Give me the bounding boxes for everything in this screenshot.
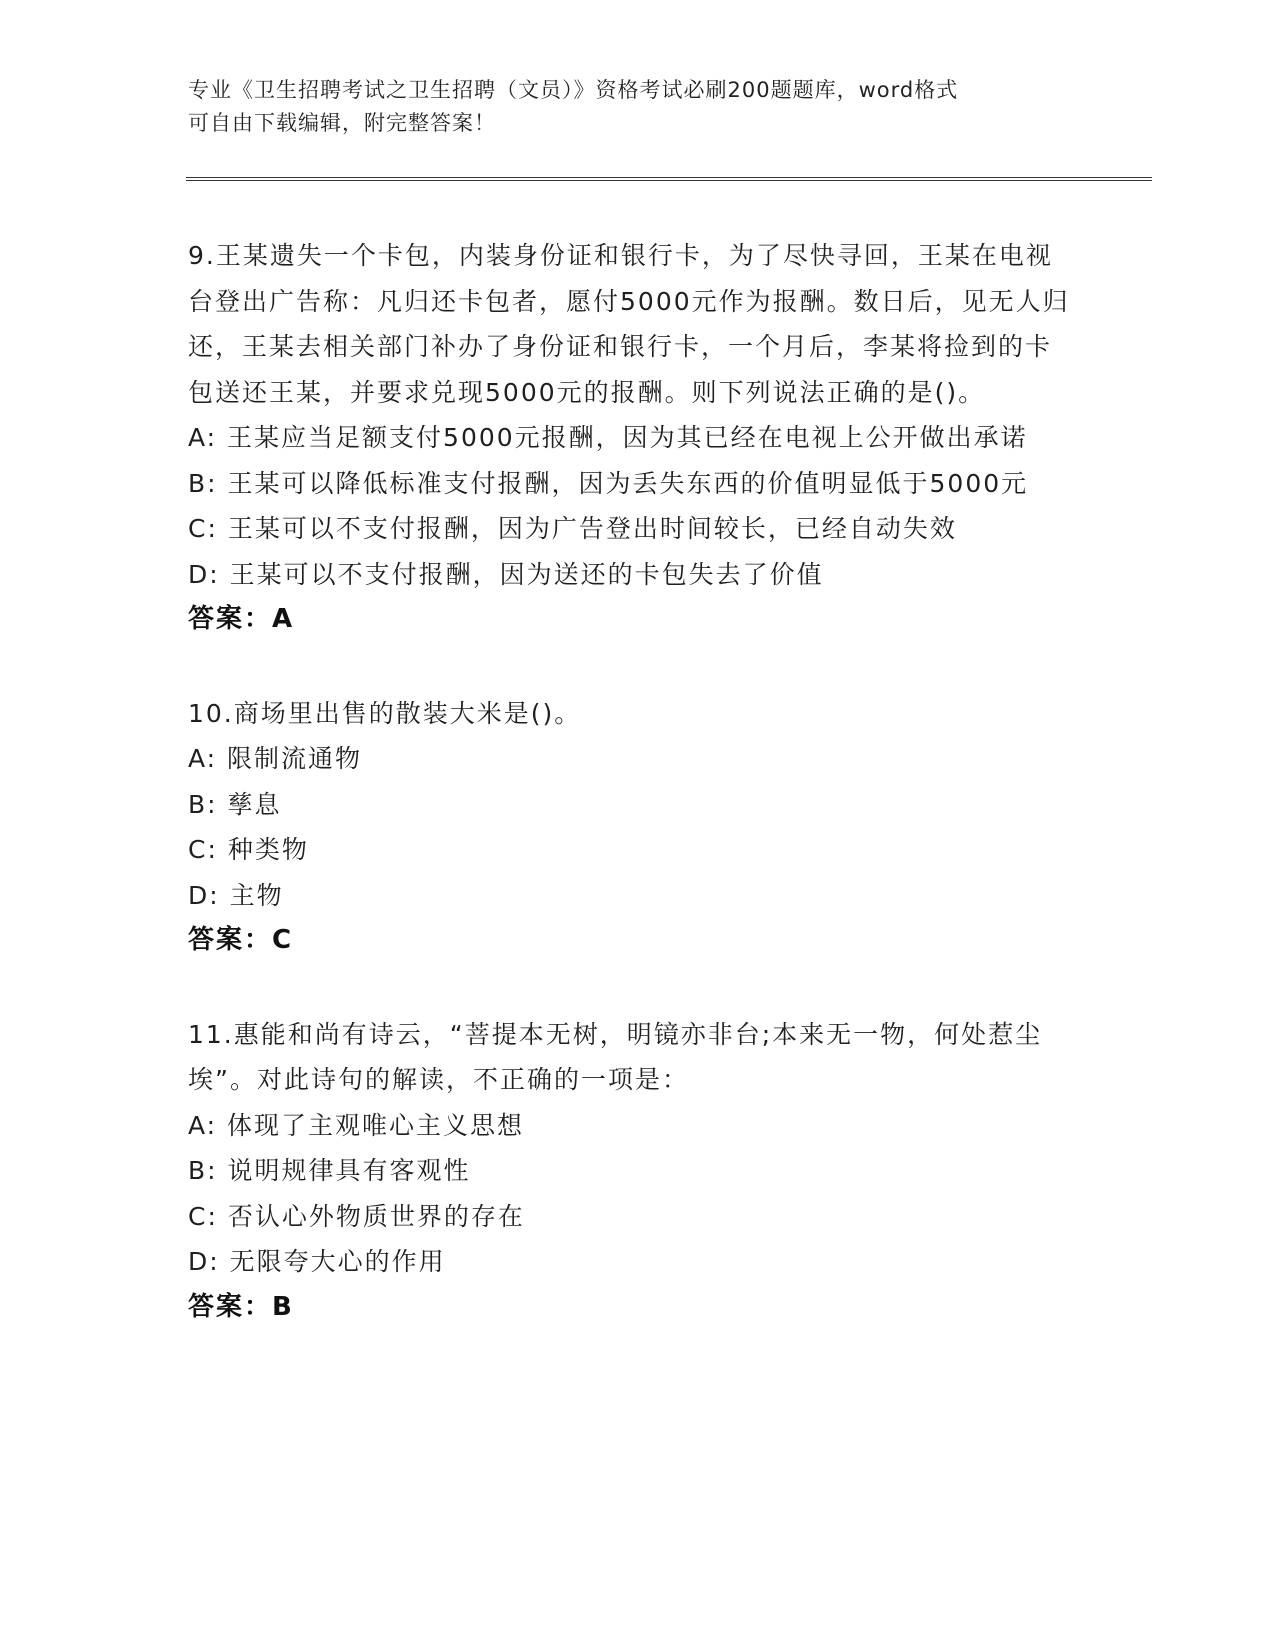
option-c: C: 王某可以不支付报酬，因为广告登出时间较长，已经自动失效 (188, 514, 957, 543)
answer-label: 答案：B (188, 1291, 294, 1322)
question-11 (188, 1012, 1088, 1331)
option-b: B: 说明规律具有客观性 (188, 1156, 471, 1185)
question-list (188, 233, 1088, 1378)
option-d: D: 王某可以不支付报酬，因为送还的卡包失去了价值 (188, 559, 824, 589)
question-stem: 11.惠能和尚有诗云，“菩提本无树，明镜亦非台;本来无一物，何处惹尘埃”。对此诗句的解读，不正确的一项是： (188, 1019, 1043, 1094)
option-a: A: 限制流通物 (188, 744, 363, 773)
header-title-line-1: 专业《卫生招聘考试之卫生招聘（文员）》资格考试必刷200题题库，word格式 (188, 78, 959, 102)
question-stem: 9.王某遗失一个卡包，内装身份证和银行卡，为了尽快寻回，王某在电视台登出广告称：凡归还卡包者，愿付5000元作为报酬。数日后，见无人归还，王某去相关部门补办了身份证和银行卡，一个月后，李某将捡到的卡包送还王某，并要求兑现5000元的报酬。则下列说法正确的是()。 (188, 241, 1070, 407)
header-divider (186, 177, 1152, 181)
option-b: B: 孳息 (188, 789, 282, 819)
question-10 (188, 691, 1088, 964)
question-stem: 10.商场里出售的散装大米是()。 (188, 698, 582, 728)
option-b: B: 王某可以降低标准支付报酬，因为丢失东西的价值明显低于5000元 (188, 468, 1029, 498)
question-9 (188, 233, 1088, 643)
option-d: D: 无限夸大心的作用 (188, 1247, 446, 1276)
option-a: A: 体现了主观唯心主义思想 (188, 1110, 525, 1140)
option-c: C: 种类物 (188, 835, 309, 864)
header-title-line-2: 可自由下载编辑，附完整答案！ (188, 111, 496, 135)
option-a: A: 王某应当足额支付5000元报酬，因为其已经在电视上公开做出承诺 (188, 423, 1028, 452)
page-header (188, 74, 1068, 140)
option-c: C: 否认心外物质世界的存在 (188, 1201, 525, 1231)
option-d: D: 主物 (188, 880, 284, 910)
answer-label: 答案：C (188, 925, 294, 955)
answer-label: 答案：A (188, 604, 295, 634)
